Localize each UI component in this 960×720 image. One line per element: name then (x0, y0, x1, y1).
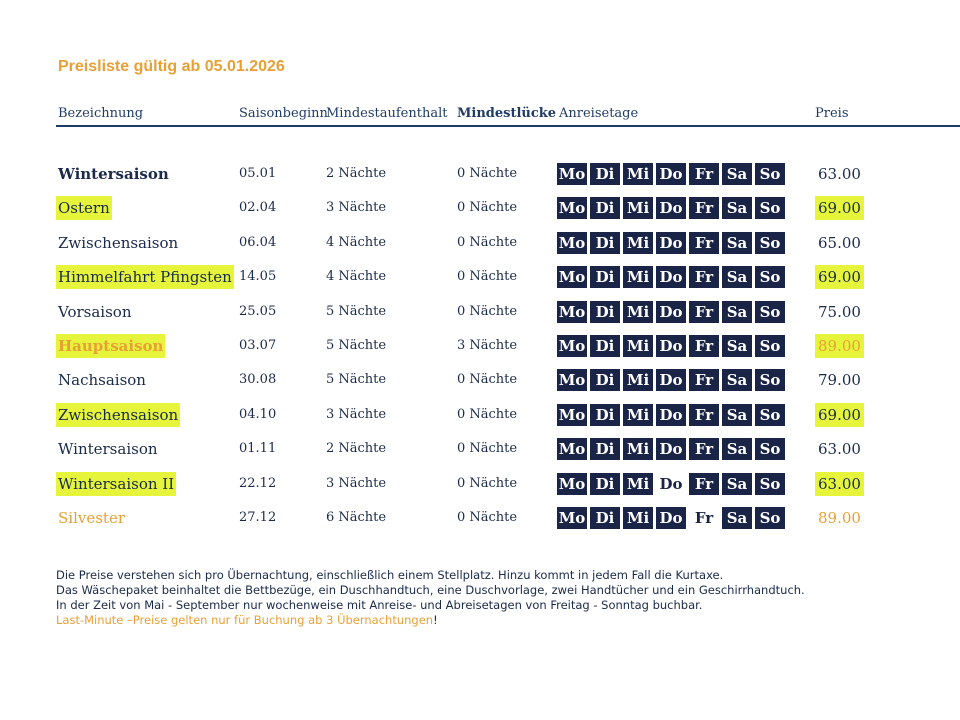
table-row (0, 196, 960, 226)
day-badge-so: So (755, 473, 785, 495)
day-badge-do: Do (656, 301, 686, 323)
day-badge-di: Di (590, 438, 620, 460)
min-stay: 6 Nächte (326, 510, 387, 525)
day-badge-so: So (755, 197, 785, 219)
day-badge-di: Di (590, 232, 620, 254)
day-badge-so: So (755, 404, 785, 426)
arrival-days (557, 438, 785, 460)
min-stay: 3 Nächte (326, 475, 387, 491)
day-badge-sa: Sa (722, 335, 752, 357)
season-name: Zwischensaison (56, 403, 180, 427)
season-price: 65.00 (818, 233, 861, 252)
day-badge-fr: Fr (689, 197, 719, 219)
day-badge-mi: Mi (623, 473, 653, 495)
day-badge-mo: Mo (558, 199, 586, 218)
day-badge-so: So (755, 266, 785, 288)
min-gap: 0 Nächte (457, 406, 518, 422)
season-start: 27.12 (239, 510, 277, 525)
season-price: 63.00 (818, 165, 861, 183)
arrival-days (557, 507, 785, 529)
day-badge-mo: Mo (558, 509, 586, 527)
day-badge-so: So (755, 232, 785, 254)
day-badge-di: Di (590, 301, 620, 323)
day-badge-fr: Fr (689, 335, 719, 357)
table-row (0, 162, 960, 192)
arrival-days (557, 197, 785, 219)
season-price: 63.00 (818, 440, 861, 459)
header-price: Preis (815, 106, 849, 121)
table-row (0, 437, 960, 467)
day-badge-fr: Fr (689, 473, 719, 495)
day-badge-do: Do (656, 197, 686, 219)
season-name: Ostern (56, 196, 112, 220)
day-badge-mo: Mo (558, 337, 586, 355)
table-row (0, 334, 960, 364)
day-badge-mi: Mi (623, 369, 653, 391)
day-badge-mi: Mi (623, 163, 653, 185)
day-badge-sa: Sa (722, 473, 752, 495)
day-badge-sa: Sa (722, 301, 752, 323)
day-badge-do: Do (656, 473, 686, 495)
day-badge-fr: Fr (689, 369, 719, 391)
header-name: Bezeichnung (58, 106, 144, 121)
season-start: 04.10 (239, 406, 277, 422)
season-name: Himmelfahrt Pfingsten (56, 265, 234, 289)
season-start: 03.07 (239, 338, 277, 353)
day-badge-mi: Mi (623, 404, 653, 426)
table-row (0, 265, 960, 295)
min-stay: 2 Nächte (326, 166, 387, 181)
day-badge-do: Do (656, 335, 686, 357)
min-stay: 5 Nächte (326, 338, 387, 353)
day-badge-sa: Sa (722, 232, 752, 254)
header-divider (56, 125, 960, 127)
day-badge-mo: Mo (558, 233, 586, 252)
note-line-last-minute (56, 613, 936, 628)
season-name: Zwischensaison (58, 233, 179, 252)
min-stay: 3 Nächte (326, 406, 387, 422)
day-badge-fr: Fr (689, 163, 719, 185)
day-badge-fr: Fr (689, 507, 719, 529)
table-row (0, 403, 960, 433)
day-badge-di: Di (590, 473, 620, 495)
header-arrival-days: Anreisetage (559, 106, 639, 121)
min-gap: 0 Nächte (457, 269, 518, 285)
min-gap: 0 Nächte (457, 200, 518, 216)
note-line: Das Wäschepaket beinhaltet die Bettbezüge, ein Duschhandtuch, eine Duschvorlage, zwei Handtücher und ein Geschirrhandtuch. (56, 583, 805, 597)
season-price: 69.00 (815, 265, 864, 289)
header-min-gap: Mindestlücke (457, 106, 557, 121)
min-gap: 0 Nächte (457, 166, 518, 181)
arrival-days (557, 369, 785, 391)
day-badge-di: Di (590, 163, 620, 185)
season-price: 89.00 (818, 509, 861, 527)
day-badge-do: Do (656, 232, 686, 254)
day-badge-di: Di (590, 507, 620, 529)
arrival-days (557, 163, 785, 185)
season-name: Vorsaison (58, 302, 132, 321)
header-min-stay: Mindestaufenthalt (326, 106, 448, 121)
min-stay: 3 Nächte (326, 200, 387, 216)
day-badge-do: Do (656, 438, 686, 460)
day-badge-mo: Mo (558, 474, 586, 493)
day-badge-do: Do (656, 404, 686, 426)
table-row (0, 472, 960, 502)
day-badge-di: Di (590, 197, 620, 219)
last-minute-exclamation: ! (433, 613, 438, 627)
season-start: 22.12 (239, 475, 277, 491)
day-badge-mi: Mi (623, 232, 653, 254)
day-badge-mi: Mi (623, 507, 653, 529)
min-stay: 5 Nächte (326, 303, 387, 319)
day-badge-di: Di (590, 335, 620, 357)
season-start: 02.04 (239, 200, 277, 216)
day-badge-sa: Sa (722, 404, 752, 426)
day-badge-fr: Fr (689, 232, 719, 254)
min-gap: 0 Nächte (457, 234, 518, 250)
page-title: Preisliste gültig ab 05.01.2026 (58, 58, 285, 75)
day-badge-mo: Mo (558, 371, 586, 390)
day-badge-mi: Mi (623, 266, 653, 288)
note-line: In der Zeit von Mai - September nur wochenweise mit Anreise- und Abreisetagen von Freitag - Sonntag buchbar. (56, 598, 703, 612)
season-start: 14.05 (239, 269, 277, 285)
day-badge-mo: Mo (558, 405, 586, 424)
season-start: 05.01 (239, 166, 277, 181)
season-price: 69.00 (815, 196, 864, 220)
day-badge-sa: Sa (722, 197, 752, 219)
day-badge-so: So (755, 369, 785, 391)
day-badge-fr: Fr (689, 301, 719, 323)
day-badge-sa: Sa (722, 266, 752, 288)
day-badge-mo: Mo (558, 302, 586, 321)
day-badge-mo: Mo (558, 268, 586, 287)
arrival-days (557, 301, 785, 323)
min-stay: 5 Nächte (326, 372, 387, 388)
day-badge-mo: Mo (558, 165, 586, 183)
season-name: Wintersaison (58, 440, 158, 459)
header-start: Saisonbeginn (239, 106, 328, 121)
season-price: 79.00 (818, 371, 861, 390)
day-badge-sa: Sa (722, 163, 752, 185)
day-badge-mi: Mi (623, 438, 653, 460)
min-gap: 0 Nächte (457, 441, 518, 457)
day-badge-do: Do (656, 507, 686, 529)
min-stay: 4 Nächte (326, 234, 387, 250)
min-gap: 0 Nächte (457, 510, 518, 525)
day-badge-sa: Sa (722, 369, 752, 391)
day-badge-di: Di (590, 266, 620, 288)
day-badge-fr: Fr (689, 438, 719, 460)
note-line: Die Preise verstehen sich pro Übernachtung, einschließlich einem Stellplatz. Hinzu kommt in jedem Fall die Kurtaxe. (56, 568, 724, 582)
notes (56, 568, 936, 628)
arrival-days (557, 232, 785, 254)
last-minute-text: Last-Minute –Preise gelten nur für Buchung ab 3 Übernachtungen (56, 613, 434, 627)
table-row (0, 300, 960, 330)
season-price: 63.00 (815, 472, 864, 496)
day-badge-so: So (755, 507, 785, 529)
season-name: Wintersaison (58, 165, 169, 183)
day-badge-so: So (755, 335, 785, 357)
season-name: Wintersaison II (56, 472, 176, 496)
table-row (0, 231, 960, 261)
day-badge-mi: Mi (623, 197, 653, 219)
day-badge-fr: Fr (689, 266, 719, 288)
table-row (0, 368, 960, 398)
day-badge-do: Do (656, 266, 686, 288)
day-badge-di: Di (590, 369, 620, 391)
min-stay: 2 Nächte (326, 441, 387, 457)
day-badge-di: Di (590, 404, 620, 426)
season-price: 69.00 (815, 403, 864, 427)
day-badge-sa: Sa (722, 438, 752, 460)
min-gap: 3 Nächte (457, 338, 518, 353)
min-gap: 0 Nächte (457, 303, 518, 319)
day-badge-so: So (755, 301, 785, 323)
season-name: Hauptsaison (56, 334, 165, 358)
season-start: 06.04 (239, 234, 277, 250)
min-gap: 0 Nächte (457, 372, 518, 388)
day-badge-mi: Mi (623, 301, 653, 323)
arrival-days (557, 266, 785, 288)
season-start: 25.05 (239, 303, 277, 319)
day-badge-fr: Fr (689, 404, 719, 426)
day-badge-do: Do (656, 369, 686, 391)
day-badge-so: So (755, 438, 785, 460)
table-row (0, 506, 960, 536)
day-badge-so: So (755, 163, 785, 185)
arrival-days (557, 335, 785, 357)
arrival-days (557, 404, 785, 426)
day-badge-sa: Sa (722, 507, 752, 529)
min-stay: 4 Nächte (326, 269, 387, 285)
season-price: 89.00 (815, 334, 864, 358)
day-badge-mi: Mi (623, 335, 653, 357)
day-badge-mo: Mo (558, 440, 586, 459)
min-gap: 0 Nächte (457, 475, 518, 491)
season-start: 30.08 (239, 372, 277, 388)
season-name: Silvester (58, 509, 125, 527)
season-price: 75.00 (818, 302, 861, 321)
arrival-days (557, 473, 785, 495)
day-badge-do: Do (656, 163, 686, 185)
season-name: Nachsaison (58, 371, 146, 390)
season-start: 01.11 (239, 441, 277, 457)
